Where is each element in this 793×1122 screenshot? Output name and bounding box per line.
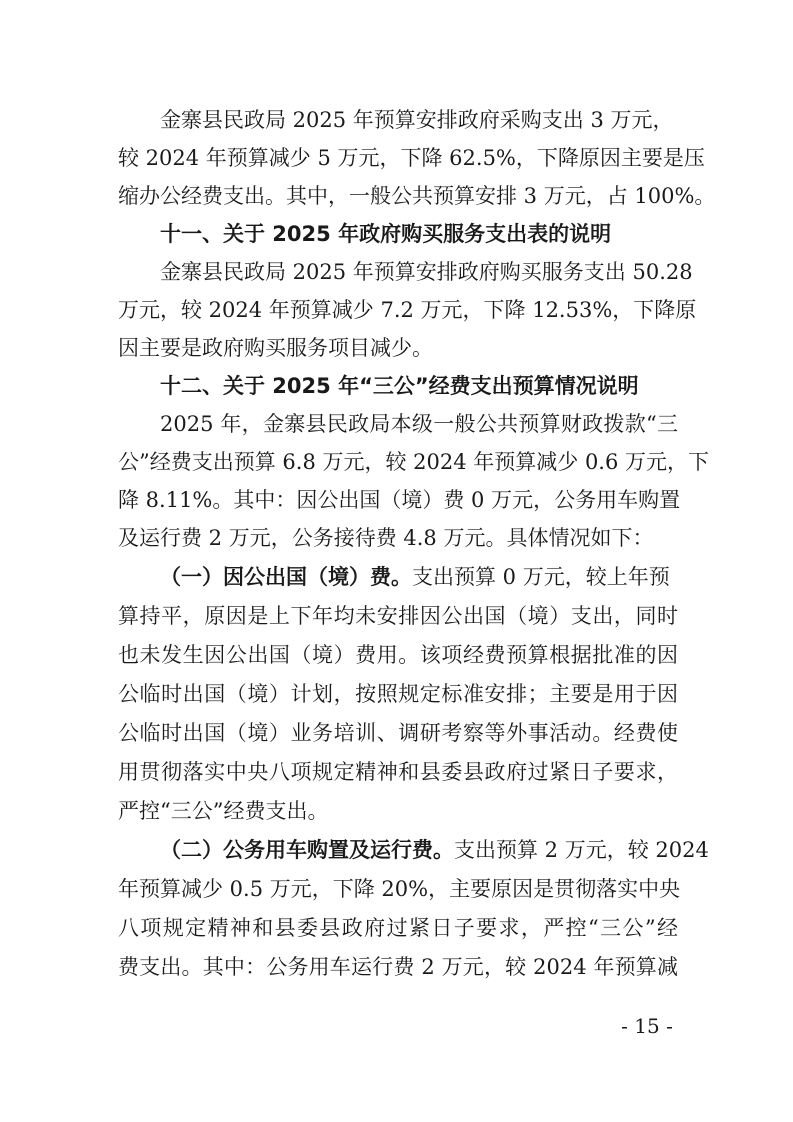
paragraph-line: 万元，较 2024 年预算减少 7.2 万元，下降 12.53%，下降原 [118, 298, 697, 322]
paragraph-line: 及运行费 2 万元，公务接待费 4.8 万元。具体情况如下： [118, 526, 654, 550]
paragraph-line: 金寨县民政局 2025 年预算安排政府采购支出 3 万元， [160, 108, 674, 132]
subsection-line [160, 834, 709, 866]
subsection-title: （二）公务用车购置及运行费。 [160, 837, 454, 862]
paragraph-line: 因主要是政府购买服务项目减少。 [118, 336, 433, 360]
paragraph-line: 年预算减少 0.5 万元，下降 20%，主要原因是贯彻落实中央 [118, 877, 681, 901]
paragraph-line: 金寨县民政局 2025 年预算安排政府购买服务支出 50.28 [160, 260, 693, 284]
paragraph-line: 公临时出国（境）业务培训、调研考察等外事活动。经费使 [118, 721, 678, 745]
section-heading-11: 十一、关于 2025 年政府购买服务支出表的说明 [160, 222, 612, 246]
paragraph-line: 用贯彻落实中央八项规定精神和县委县政府过紧日子要求， [118, 760, 678, 784]
page-number: - 15 - [621, 1014, 673, 1038]
paragraph-line: 降 8.11%。其中：因公出国（境）费 0 万元，公务用车购置 [118, 488, 681, 512]
section-heading-12: 十二、关于 2025 年“三公”经费支出预算情况说明 [160, 374, 639, 398]
paragraph-line: 公临时出国（境）计划，按照规定标准安排；主要是用于因 [118, 682, 678, 706]
subsection-text: 支出预算 0 万元，较上年预 [412, 565, 670, 589]
paragraph-line: 费支出。其中：公务用车运行费 2 万元，较 2024 年预算减 [118, 955, 678, 979]
subsection-line [160, 561, 678, 593]
paragraph-line: 八项规定精神和县委县政府过紧日子要求，严控“三公”经 [118, 916, 678, 940]
paragraph-line: 缩办公经费支出。其中，一般公共预算安排 3 万元，占 100%。 [118, 184, 716, 208]
paragraph-line: 2025 年，金寨县民政局本级一般公共预算财政拨款“三 [160, 412, 678, 436]
paragraph-line: 也未发生因公出国（境）费用。该项经费预算根据批准的因 [118, 643, 678, 667]
subsection-text: 支出预算 2 万元，较 2024 [454, 838, 709, 862]
paragraph-line: 较 2024 年预算减少 5 万元，下降 62.5%，下降原因主要是压 [118, 146, 705, 170]
paragraph-line: 算持平，原因是上下年均未安排因公出国（境）支出，同时 [118, 604, 678, 628]
paragraph-line: 公”经费支出预算 6.8 万元，较 2024 年预算减少 0.6 万元，下 [118, 450, 710, 474]
paragraph-line: 严控“三公”经费支出。 [118, 799, 329, 823]
subsection-title: （一）因公出国（境）费。 [160, 564, 412, 589]
